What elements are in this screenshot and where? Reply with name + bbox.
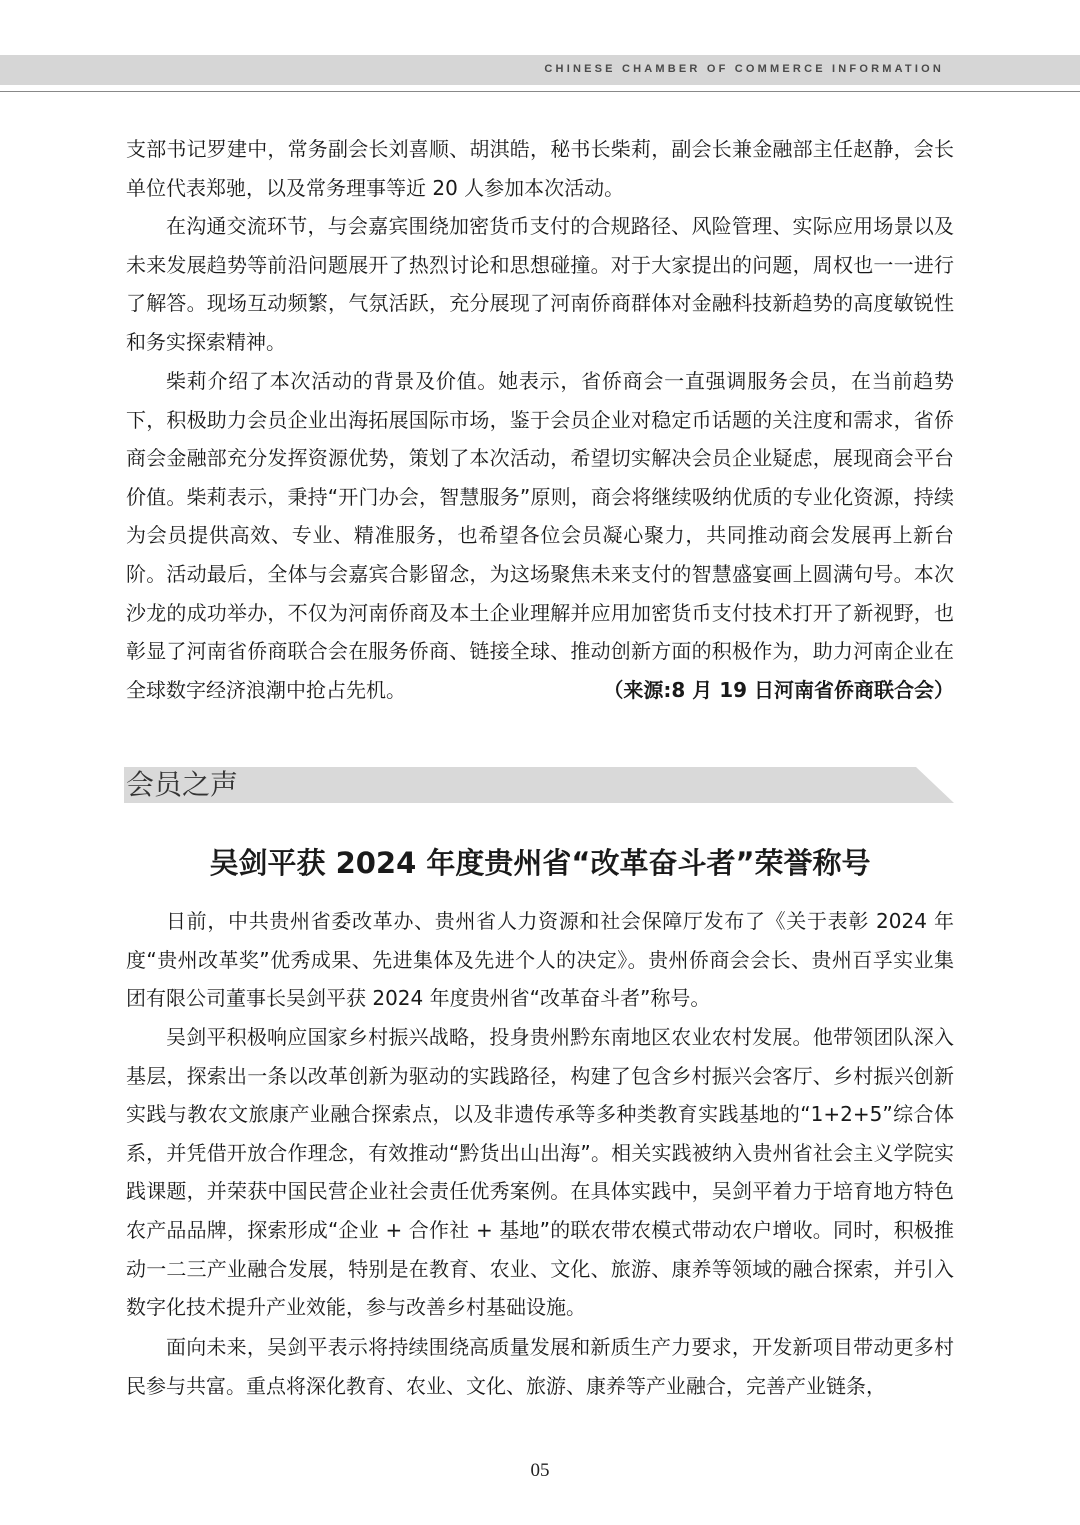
section-banner — [124, 767, 954, 803]
page-number: 05 — [530, 1460, 550, 1481]
source-credit: （来源:8 月 19 日河南省侨商联合会） — [603, 677, 954, 702]
article1-paragraph-1: 支部书记罗建中，常务副会长刘喜顺、胡淇皓，秘书长柴莉，副会长兼金融部主任赵静，会长单位代表郑驰，以及常务理事等近 20 人参加本次活动。 — [126, 137, 954, 200]
article1-paragraph-2: 在沟通交流环节，与会嘉宾围绕加密货币支付的合规路径、风险管理、实际应用场景以及未来发展趋势等前沿问题展开了热烈讨论和思想碰撞。对于大家提出的问题，周权也一一进行了解答。现场互动频繁，气氛活跃，充分展现了河南侨商群体对金融科技新趋势的高度敏锐性和务实探索精神。 — [126, 214, 954, 354]
article2-paragraph-1: 日前，中共贵州省委改革办、贵州省人力资源和社会保障厅发布了《关于表彰 2024 年度“贵州改革奖”优秀成果、先进集体及先进个人的决定》。贵州侨商会会长、贵州百孚实业集团有限公司董事长吴剑平获 2024 年度贵州省“改革奋斗者”称号。 — [126, 909, 954, 1011]
article2-paragraph-3: 面向未来，吴剑平表示将持续围绕高质量发展和新质生产力要求，开发新项目带动更多村民参与共富。重点将深化教育、农业、文化、旅游、康养等产业融合，完善产业链条， — [126, 1335, 954, 1398]
section-title: 会员之声 — [126, 768, 239, 801]
header-divider — [0, 91, 1080, 92]
article-title: 吴剑平获 2024 年度贵州省“改革奋斗者”荣誉称号 — [209, 846, 871, 880]
article1-paragraph-3-text: 柴莉介绍了本次活动的背景及价值。她表示，省侨商会一直强调服务会员，在当前趋势下，积极助力会员企业出海拓展国际市场，鉴于会员企业对稳定币话题的关注度和需求，省侨商会金融部充分发挥资源优势，策划了本次活动，希望切实解决会员企业疑虑，展现商会平台价值。柴莉表示，秉持“开门办会，智慧服务”原则，商会将继续吸纳优质的专业化资源，持续为会员提供高效、专业、精准服务，也希望各位会员凝心聚力，共同推动商会发展再上新台阶。活动最后，全体与会嘉宾合影留念，为这场聚焦未来支付的智慧盛宴画上圆满句号。本次沙龙的成功举办，不仅为河南侨商及本土企业理解并应用加密货币支付技术打开了新视野，也彰显了河南省侨商联合会在服务侨商、链接全球、推动创新方面的积极作为，助力河南企业在全球数字经济浪潮中抢占先机。 — [126, 369, 954, 702]
article2-paragraph-2: 吴剑平积极响应国家乡村振兴战略，投身贵州黔东南地区农业农村发展。他带领团队深入基层，探索出一条以改革创新为驱动的实践路径，构建了包含乡村振兴会客厅、乡村振兴创新实践与教农文旅康产业融合探索点，以及非遗传承等多种类教育实践基地的“1+2+5”综合体系，并凭借开放合作理念，有效推动“黔货出山出海”。相关实践被纳入贵州省社会主义学院实践课题，并荣获中国民营企业社会责任优秀案例。在具体实践中，吴剑平着力于培育地方特色农产品品牌，探索形成“企业 + 合作社 + 基地”的联农带农模式带动农户增收。同时，积极推动一二三产业融合发展，特别是在教育、农业、文化、旅游、康养等领域的融合探索，并引入数字化技术提升产业效能，参与改善乡村基础设施。 — [126, 1025, 954, 1320]
article1-paragraph-3 — [126, 362, 954, 709]
running-title: CHINESE CHAMBER OF COMMERCE INFORMATION — [544, 63, 944, 75]
